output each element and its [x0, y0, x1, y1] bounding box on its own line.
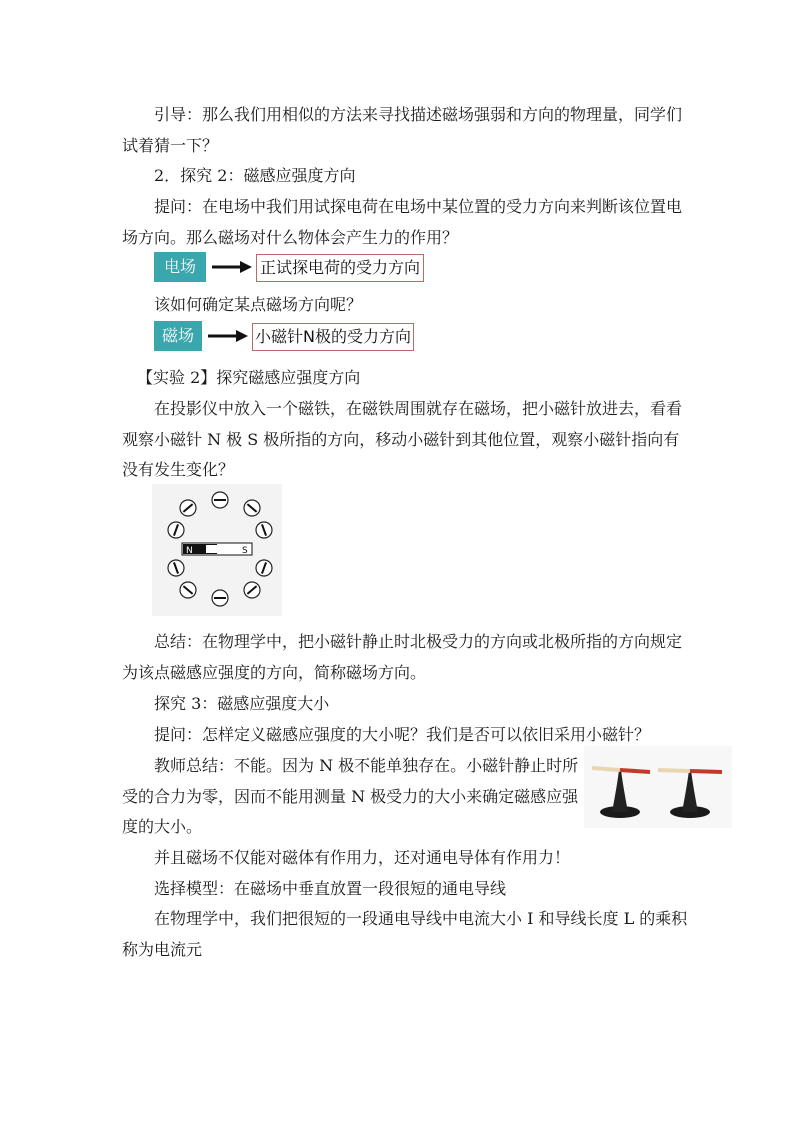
compass-needle-icon: [168, 560, 184, 576]
para-question-line1: 提问：在电场中我们用试探电荷在电场中某位置的受力方向来判断该位置电: [154, 197, 683, 216]
magnet-north-label: N: [186, 546, 193, 556]
needles-photo: [584, 746, 732, 828]
needles-photo-svg: [584, 746, 732, 828]
para-teacher-line2: 受的合力为零，因而不能用测量 N 极受力的大小来确定磁感应强: [122, 787, 579, 806]
para-current-element-line2: 称为电流元: [122, 940, 203, 959]
magnet-south-label: S: [242, 546, 248, 556]
flow-tag-electric: 电场: [154, 252, 206, 282]
compass-needle-icon: [244, 582, 260, 598]
flow-result-magnetic: 小磁针N极的受力方向: [252, 323, 414, 351]
heading-experiment-2: 【实验 2】探究磁感应强度方向: [137, 368, 361, 387]
compass-needle-icon: [180, 500, 196, 516]
para-summary-line1: 总结：在物理学中，把小磁针静止时北极受力的方向或北极所指的方向规定: [154, 632, 683, 651]
compass-magnet-diagram: [152, 484, 282, 616]
para-experiment-line2: 观察小磁针 N 极 S 极所指的方向，移动小磁针到其他位置，观察小磁针指向有: [122, 430, 680, 449]
para-force-on-conductor: 并且磁场不仅能对磁体有作用力，还对通电导体有作用力！: [154, 848, 571, 867]
flow-tag-magnetic: 磁场: [154, 321, 202, 351]
compass-needle-icon: [256, 560, 272, 576]
compass-diagram-svg: [152, 484, 282, 616]
para-experiment-line1: 在投影仪中放入一个磁铁，在磁铁周围就存在磁场，把小磁针放进去，看看: [154, 399, 683, 418]
compass-needle-icon: [180, 582, 196, 598]
flow-electric-field: [154, 252, 424, 282]
para-intro-line1: 引导：那么我们用相似的方法来寻找描述磁场强弱和方向的物理量，同学们: [154, 105, 683, 124]
para-current-element-line1: 在物理学中，我们把很短的一段通电导线中电流大小 I 和导线长度 L 的乘积: [154, 909, 688, 928]
para-summary-line2: 为该点磁感应强度的方向，简称磁场方向。: [122, 663, 427, 682]
compass-needle-icon: [212, 492, 228, 508]
para-teacher-line3: 度的大小。: [122, 817, 203, 836]
heading-explore-2: 2．探究 2：磁感应强度方向: [154, 166, 356, 185]
arrow-right-icon: [204, 321, 250, 351]
flow-result-electric: 正试探电荷的受力方向: [256, 254, 424, 282]
compass-needle-icon: [168, 522, 184, 538]
compass-needle-icon: [256, 522, 272, 538]
para-experiment-line3: 没有发生变化？: [122, 460, 235, 479]
para-how-determine: 该如何确定某点磁场方向呢？: [154, 295, 363, 314]
compass-needle-icon: [244, 500, 260, 516]
para-question-2: 提问：怎样定义磁感应强度的大小呢？我们是否可以依旧采用小磁针？: [154, 725, 651, 744]
para-question-line2: 场方向。那么磁场对什么物体会产生力的作用？: [122, 228, 459, 247]
arrow-right-icon: [208, 252, 254, 282]
flow-magnetic-field: [154, 321, 416, 351]
para-intro-line2: 试着猜一下？: [122, 136, 219, 155]
para-choose-model: 选择模型：在磁场中垂直放置一段很短的通电导线: [154, 879, 507, 898]
heading-explore-3: 探究 3：磁感应强度大小: [154, 694, 330, 713]
para-teacher-line1: 教师总结：不能。因为 N 极不能单独存在。小磁针静止时所: [154, 756, 579, 775]
compass-needle-icon: [212, 590, 228, 606]
